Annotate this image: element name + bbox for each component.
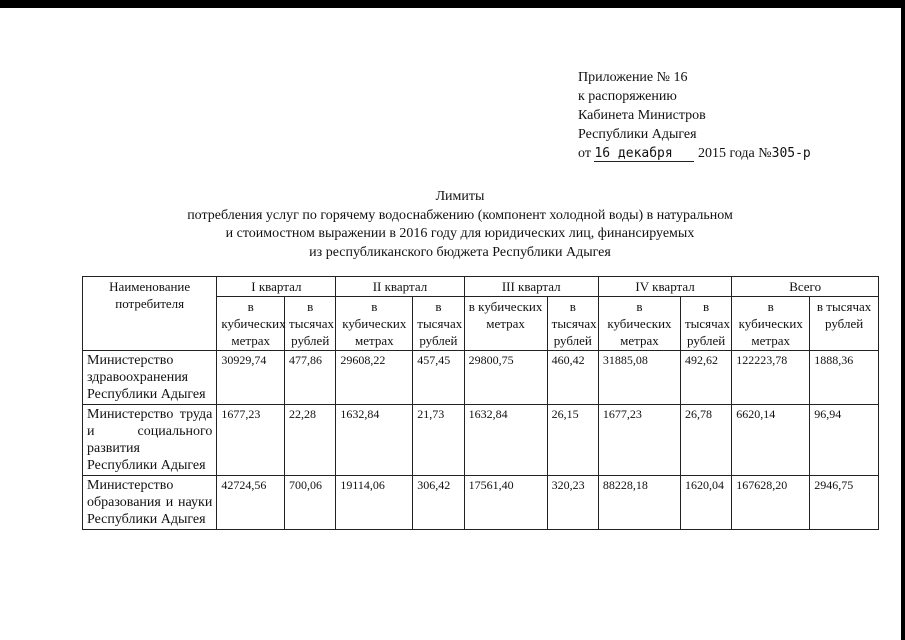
value-cell: 1620,04 <box>680 476 731 530</box>
title-line-4: из республиканского бюджета Республики Адыгея <box>309 244 611 260</box>
unit-header-rub: в тысячах рублей <box>285 297 336 351</box>
value-cell: 6620,14 <box>732 405 810 476</box>
appendix-block <box>578 68 811 163</box>
scan-top-edge <box>0 0 905 8</box>
period-header-q3: III квартал <box>464 277 598 297</box>
consumer-name: Министерство труда и социального развития Республики Адыгея <box>83 405 217 476</box>
value-cell: 96,94 <box>810 405 879 476</box>
unit-header-rub: в тысячах рублей <box>413 297 464 351</box>
consumer-name: Министерство здравоохранения Республики Адыгея <box>83 351 217 405</box>
table-row <box>83 476 879 530</box>
unit-header-m3: в кубических метрах <box>732 297 810 351</box>
year-text: 2015 года № <box>697 146 772 161</box>
date-field <box>594 146 694 162</box>
unit-header-rub: в тысячах рублей <box>680 297 731 351</box>
value-cell: 1632,84 <box>336 405 413 476</box>
consumer-name: Министерство образования и науки Республики Адыгея <box>83 476 217 530</box>
value-cell: 29608,22 <box>336 351 413 405</box>
appendix-line-1: Приложение № 16 <box>578 70 688 85</box>
unit-header-m3: в кубических метрах <box>598 297 680 351</box>
header-row-periods <box>83 277 879 297</box>
title-line-3: и стоимостном выражении в 2016 году для юридических лиц, финансируемых <box>225 226 695 241</box>
value-cell: 26,15 <box>547 405 598 476</box>
value-cell: 2946,75 <box>810 476 879 530</box>
unit-header-rub: в тысячах рублей <box>810 297 879 351</box>
appendix-line-2: к распоряжению <box>578 89 677 104</box>
value-cell: 700,06 <box>285 476 336 530</box>
table-row <box>83 351 879 405</box>
value-cell: 1677,23 <box>217 405 285 476</box>
date-value: 16 декабря <box>594 146 673 161</box>
value-cell: 1632,84 <box>464 405 547 476</box>
unit-header-rub: в тысячах рублей <box>547 297 598 351</box>
title-line-2: потребления услуг по горячему водоснабжению (компонент холодной воды) в натуральном <box>187 207 733 223</box>
unit-header-m3: в кубических метрах <box>336 297 413 351</box>
title-line-1: Лимиты <box>435 189 485 204</box>
order-number: 305-р <box>771 146 811 161</box>
appendix-line-4: Республики Адыгея <box>578 127 697 142</box>
unit-header-m3: в кубических метрах <box>464 297 547 351</box>
value-cell: 1888,36 <box>810 351 879 405</box>
value-cell: 88228,18 <box>598 476 680 530</box>
period-header-total: Всего <box>732 277 879 297</box>
value-cell: 21,73 <box>413 405 464 476</box>
value-cell: 477,86 <box>285 351 336 405</box>
appendix-date-line <box>578 144 811 163</box>
value-cell: 492,62 <box>680 351 731 405</box>
value-cell: 167628,20 <box>732 476 810 530</box>
value-cell: 31885,08 <box>598 351 680 405</box>
value-cell: 30929,74 <box>217 351 285 405</box>
value-cell: 320,23 <box>547 476 598 530</box>
value-cell: 26,78 <box>680 405 731 476</box>
appendix-line-3: Кабинета Министров <box>578 108 706 123</box>
unit-header-m3: в кубических метрах <box>217 297 285 351</box>
period-header-q4: IV квартал <box>598 277 731 297</box>
date-prefix: от <box>578 146 591 161</box>
document-title <box>90 188 830 262</box>
period-header-q2: II квартал <box>336 277 464 297</box>
value-cell: 22,28 <box>285 405 336 476</box>
limits-table <box>82 276 879 530</box>
value-cell: 1677,23 <box>598 405 680 476</box>
consumer-header: Наименование потребителя <box>83 277 217 351</box>
period-header-q1: I квартал <box>217 277 336 297</box>
value-cell: 17561,40 <box>464 476 547 530</box>
scan-right-edge <box>901 0 905 640</box>
value-cell: 42724,56 <box>217 476 285 530</box>
value-cell: 457,45 <box>413 351 464 405</box>
value-cell: 122223,78 <box>732 351 810 405</box>
value-cell: 460,42 <box>547 351 598 405</box>
table-row <box>83 405 879 476</box>
value-cell: 306,42 <box>413 476 464 530</box>
value-cell: 19114,06 <box>336 476 413 530</box>
value-cell: 29800,75 <box>464 351 547 405</box>
